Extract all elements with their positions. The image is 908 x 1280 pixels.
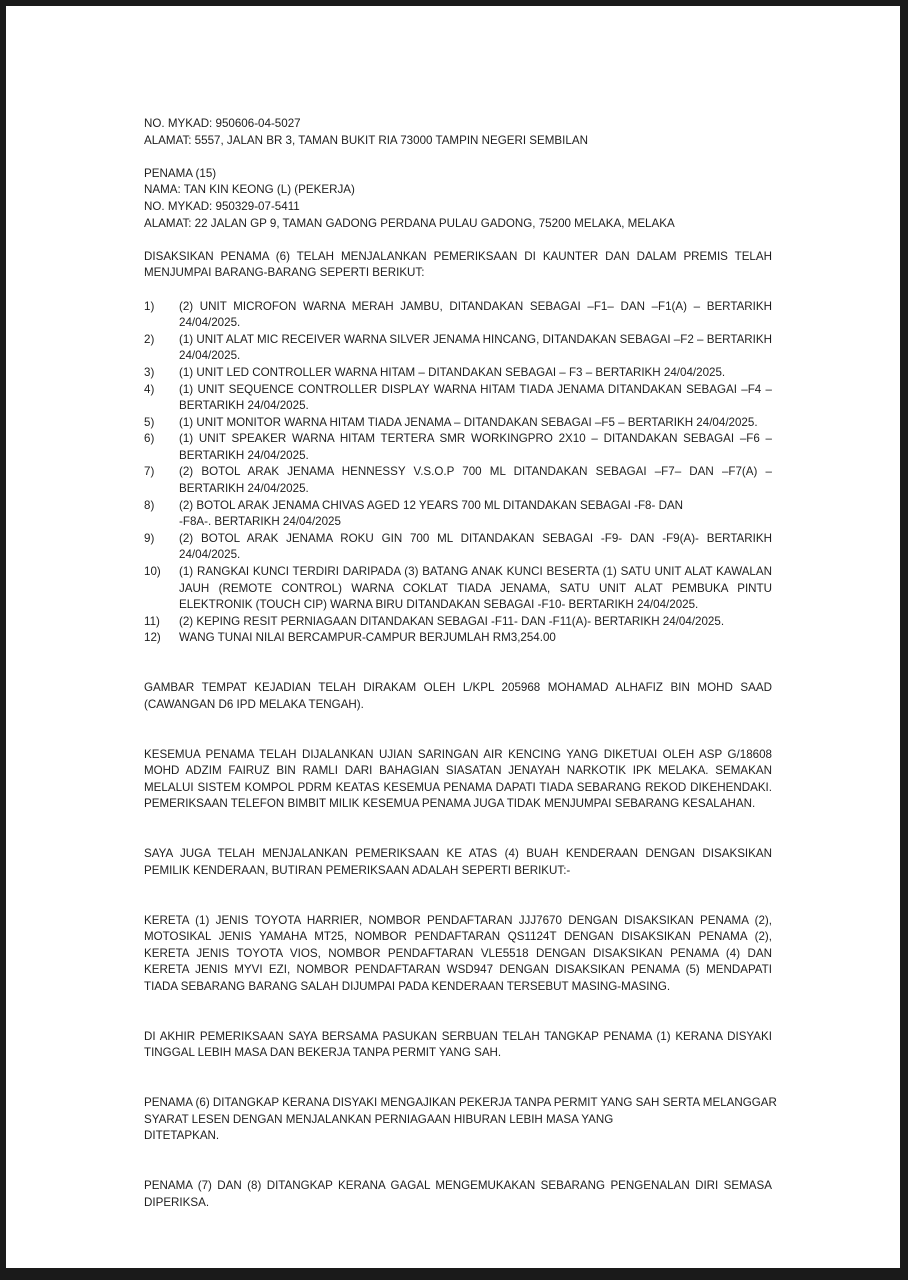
seized-items-list — [144, 299, 772, 647]
list-item — [144, 614, 772, 631]
item-number: 9) — [144, 531, 155, 545]
list-item — [144, 365, 772, 382]
item-text: (2) BOTOL ARAK JENAMA ROKU GIN 700 ML DITANDAKAN SEBAGAI -F9- DAN -F9(A)- BERTARIKH 24/04/2025. — [179, 531, 772, 562]
photos-paragraph: GAMBAR TEMPAT KEJADIAN TELAH DIRAKAM OLEH L/KPL 205968 MOHAMAD ALHAFIZ BIN MOHD SAAD (CAWANGAN D6 IPD MELAKA TENGAH). — [144, 681, 772, 711]
intro-paragraph: DISAKSIKAN PENAMA (6) TELAH MENJALANKAN PEMERIKSAAN DI KAUNTER DAN DALAM PREMIS TELAH MENJUMPAI BARANG-BARANG SEPERTI BERIKUT: — [144, 249, 772, 280]
item-number: 12) — [144, 631, 161, 645]
list-item — [144, 431, 772, 464]
arrest-6-line: DITETAPKAN. — [144, 1129, 220, 1143]
item-text: (1) UNIT SEQUENCE CONTROLLER DISPLAY WARNA HITAM TIADA JENAMA DITANDAKAN SEBAGAI –F4 – BERTARIKH 24/04/2025. — [179, 382, 772, 413]
item-text-line: -F8A-. BERTARIKH 24/04/2025 — [179, 515, 341, 529]
list-item — [144, 299, 772, 332]
vehicles-paragraph: KERETA (1) JENIS TOYOTA HARRIER, NOMBOR PENDAFTARAN JJJ7670 DENGAN DISAKSIKAN PENAMA (2), MOTOSIKAL JENIS YAMAHA MT25, NOMBOR PENDAFTARAN QS1124T DENGAN DISAKSIKAN PENAMA (2), KERETA JENIS TOYOTA VIOS, NOMBOR PENDAFTARAN VLE5518 DENGAN DISAKSIKAN PENAMA (4) DAN KERETA JENIS MYVI EZI, NOMBOR PENDAFTARAN WSD947 DENGAN DISAKSIKAN PENAMA (5) MENDAPATI TIADA SEBARANG BARANG SALAH DIJUMPAI PADA KENDERAAN TERSEBUT MASING-MASING. — [144, 913, 772, 993]
document-page — [6, 6, 900, 1268]
list-item — [144, 531, 772, 564]
witness-14-address: ALAMAT: 5557, JALAN BR 3, TAMAN BUKIT RIA 73000 TAMPIN NEGERI SEMBILAN — [144, 133, 588, 147]
witness-15-address: ALAMAT: 22 JALAN GP 9, TAMAN GADONG PERDANA PULAU GADONG, 75200 MELAKA, MELAKA — [144, 216, 675, 230]
item-text: (1) RANGKAI KUNCI TERDIRI DARIPADA (3) BATANG ANAK KUNCI BESERTA (1) SATU UNIT ALAT KAWALAN JAUH (REMOTE CONTROL) WARNA COKLAT TIADA JENAMA, SATU UNIT ALAT PEMBUKA PINTU ELEKTRONIK (TOUCH CIP) WARNA BIRU DITANDAKAN SEBAGAI -F10- BERTARIKH 24/04/2025. — [179, 565, 772, 612]
item-number: 11) — [144, 614, 160, 628]
item-text: (2) BOTOL ARAK JENAMA HENNESSY V.S.O.P 700 ML DITANDAKAN SEBAGAI –F7– DAN –F7(A) – BERTARIKH 24/04/2025. — [179, 465, 772, 496]
item-number: 1) — [144, 299, 155, 313]
item-number: 2) — [144, 332, 155, 346]
item-text: (1) UNIT SPEAKER WARNA HITAM TERTERA SMR WORKINGPRO 2X10 – DITANDAKAN SEBAGAI –F6 – BERTARIKH 24/04/2025. — [179, 432, 772, 462]
arrest-6-paragraph — [144, 1095, 777, 1145]
item-number: 5) — [144, 415, 155, 429]
arrest-6-line: SYARAT LESEN DENGAN MENJALANKAN PERNIAGAAN HIBURAN LEBIH MASA YANG — [144, 1112, 614, 1126]
witness-15-name: NAMA: TAN KIN KEONG (L) (PEKERJA) — [144, 183, 355, 197]
item-text: (2) KEPING RESIT PERNIAGAAN DITANDAKAN SEBAGAI -F11- DAN -F11(A)- BERTARIKH 24/04/2025. — [179, 614, 725, 628]
vehicle-intro-paragraph: SAYA JUGA TELAH MENJALANKAN PEMERIKSAAN KE ATAS (4) BUAH KENDERAAN DENGAN DISAKSIKAN PEMILIK KENDERAAN, BUTIRAN PEMERIKSAAN ADALAH SEPERTI BERIKUT:- — [144, 847, 772, 877]
item-text-line: (2) BOTOL ARAK JENAMA CHIVAS AGED 12 YEARS 700 ML DITANDAKAN SEBAGAI -F8- DAN — [179, 498, 684, 512]
item-number: 7) — [144, 465, 155, 479]
list-item — [144, 464, 772, 497]
list-item — [144, 564, 772, 614]
list-item — [144, 498, 772, 531]
document-body — [144, 116, 777, 1211]
item-number: 8) — [144, 498, 155, 512]
item-text: (1) UNIT LED CONTROLLER WARNA HITAM – DITANDAKAN SEBAGAI – F3 – BERTARIKH 24/04/2025. — [179, 365, 726, 379]
item-text: (1) UNIT ALAT MIC RECEIVER WARNA SILVER JENAMA HINCANG, DITANDAKAN SEBAGAI –F2 – BERTARIKH 24/04/2025. — [179, 332, 772, 363]
item-number: 10) — [144, 565, 161, 579]
arrest-1-paragraph: DI AKHIR PEMERIKSAAN SAYA BERSAMA PASUKAN SERBUAN TELAH TANGKAP PENAMA (1) KERANA DISYAKI TINGGAL LEBIH MASA DAN BEKERJA TANPA PERMIT YANG SAH. — [144, 1029, 772, 1060]
list-item — [144, 382, 772, 415]
witness-15-mykad: NO. MYKAD: 950329-07-5411 — [144, 199, 300, 213]
witness-15-heading: PENAMA (15) — [144, 166, 217, 180]
arrest-7-8-paragraph: PENAMA (7) DAN (8) DITANGKAP KERANA GAGAL MENGEMUKAKAN SEBARANG PENGENALAN DIRI SEMASA DIPERIKSA. — [144, 1179, 772, 1209]
item-number: 6) — [144, 432, 155, 446]
item-number: 3) — [144, 365, 155, 379]
witness-14-mykad: NO. MYKAD: 950606-04-5027 — [144, 117, 301, 130]
item-text: (1) UNIT MONITOR WARNA HITAM TIADA JENAMA – DITANDAKAN SEBAGAI –F5 – BERTARIKH 24/04/2025. — [179, 415, 758, 429]
list-item — [144, 630, 772, 647]
list-item — [144, 332, 772, 365]
item-text: (2) UNIT MICROFON WARNA MERAH JAMBU, DITANDAKAN SEBAGAI –F1– DAN –F1(A) – BERTARIKH 24/04/2025. — [179, 299, 772, 330]
list-item — [144, 415, 772, 432]
arrest-6-line: PENAMA (6) DITANGKAP KERANA DISYAKI MENGAJIKAN PEKERJA TANPA PERMIT YANG SAH SERTA MELANGGAR — [144, 1096, 777, 1110]
item-number: 4) — [144, 382, 155, 396]
urine-test-paragraph: KESEMUA PENAMA TELAH DIJALANKAN UJIAN SARINGAN AIR KENCING YANG DIKETUAI OLEH ASP G/18608 MOHD ADZIM FAIRUZ BIN RAMLI DARI BAHAGIAN SIASATAN JENAYAH NARKOTIK IPK MELAKA. SEMAKAN MELALUI SISTEM KOMPOL PDRM KEATAS KESEMUA PENAMA DAPATI TIADA SEBARANG REKOD DIKEHENDAKI. PEMERIKSAAN TELEFON BIMBIT MILIK KESEMUA PENAMA JUGA TIDAK MENJUMPAI SEBARANG KESALAHAN. — [144, 747, 772, 811]
item-text: WANG TUNAI NILAI BERCAMPUR-CAMPUR BERJUMLAH RM3,254.00 — [179, 631, 556, 645]
